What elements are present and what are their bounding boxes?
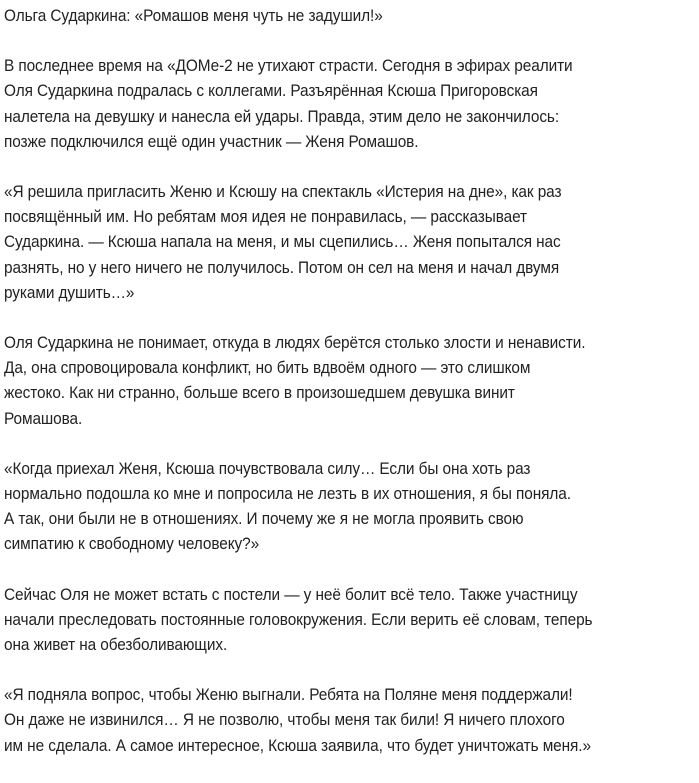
text-line: им не сделала. А самое интересное, Ксюша заявила, что будет уничтожать меня.» bbox=[4, 735, 591, 755]
text-line: Сударкина. — Ксюша напала на меня, и мы сцепились… Женя попытался нас bbox=[4, 232, 561, 252]
text-line: симпатию к свободному человеку?» bbox=[4, 534, 260, 554]
paragraph-intro bbox=[4, 53, 692, 154]
text-line: налетела на девушку и нанесла ей удары. Правда, этим дело не закончилось: bbox=[4, 106, 560, 126]
text-line: жестоко. Как ни странно, больше всего в произошедшем девушка винит bbox=[4, 383, 515, 403]
paragraph-condition bbox=[4, 582, 692, 658]
paragraph-quote-3 bbox=[4, 682, 692, 758]
text-line: В последнее время на «ДОМе-2 не утихают страсти. Сегодня в эфирах реалити bbox=[4, 56, 573, 76]
text-line: нормально подошла ко мне и попросила не лезть в их отношения, я бы поняла. bbox=[4, 484, 571, 504]
article-title bbox=[4, 3, 692, 28]
text-line: Оля Сударкина подралась с коллегами. Разъярённая Ксюша Пригоровская bbox=[4, 81, 538, 101]
text-line: руками душить…» bbox=[4, 282, 135, 302]
text-line: посвящённый им. Но ребятам моя идея не понравилась, — рассказывает bbox=[4, 207, 527, 227]
paragraph-conflict bbox=[4, 330, 692, 431]
text-line: «Когда приехал Женя, Ксюша почувствовала силу… Если бы она хоть раз bbox=[4, 458, 531, 478]
paragraph-quote-2 bbox=[4, 456, 692, 557]
text-line: разнять, но у него ничего не получилось. Потом он сел на меня и начал двумя bbox=[4, 257, 560, 277]
text-line: Оля Сударкина не понимает, откуда в людях берётся столько злости и ненависти. bbox=[4, 333, 586, 353]
text-line: Сейчас Оля не может встать с постели — у неё болит всё тело. Также участницу bbox=[4, 584, 578, 604]
text-line: Да, она спровоцировала конфликт, но бить вдвоём одного — это слишком bbox=[4, 358, 531, 378]
text-line: начали преследовать постоянные головокружения. Если верить её словам, теперь bbox=[4, 609, 593, 629]
title-line: Ольга Сударкина: «Ромашов меня чуть не задушил!» bbox=[4, 6, 383, 25]
article bbox=[4, 3, 692, 783]
paragraph-quote-1 bbox=[4, 179, 692, 305]
text-line: она живет на обезболивающих. bbox=[4, 635, 228, 655]
text-line: Он даже не извинился… Я не позволю, чтобы меня так били! Я ничего плохого bbox=[4, 710, 565, 730]
text-line: Ромашова. bbox=[4, 408, 83, 428]
text-line: А так, они были не в отношениях. И почему же я не могла проявить свою bbox=[4, 509, 524, 529]
text-line: «Я подняла вопрос, чтобы Женю выгнали. Ребята на Поляне меня поддержали! bbox=[4, 685, 573, 705]
text-line: позже подключился ещё один участник — Женя Ромашов. bbox=[4, 131, 419, 151]
text-line: «Я решила пригласить Женю и Ксюшу на спектакль «Истерия на дне», как раз bbox=[4, 182, 562, 202]
